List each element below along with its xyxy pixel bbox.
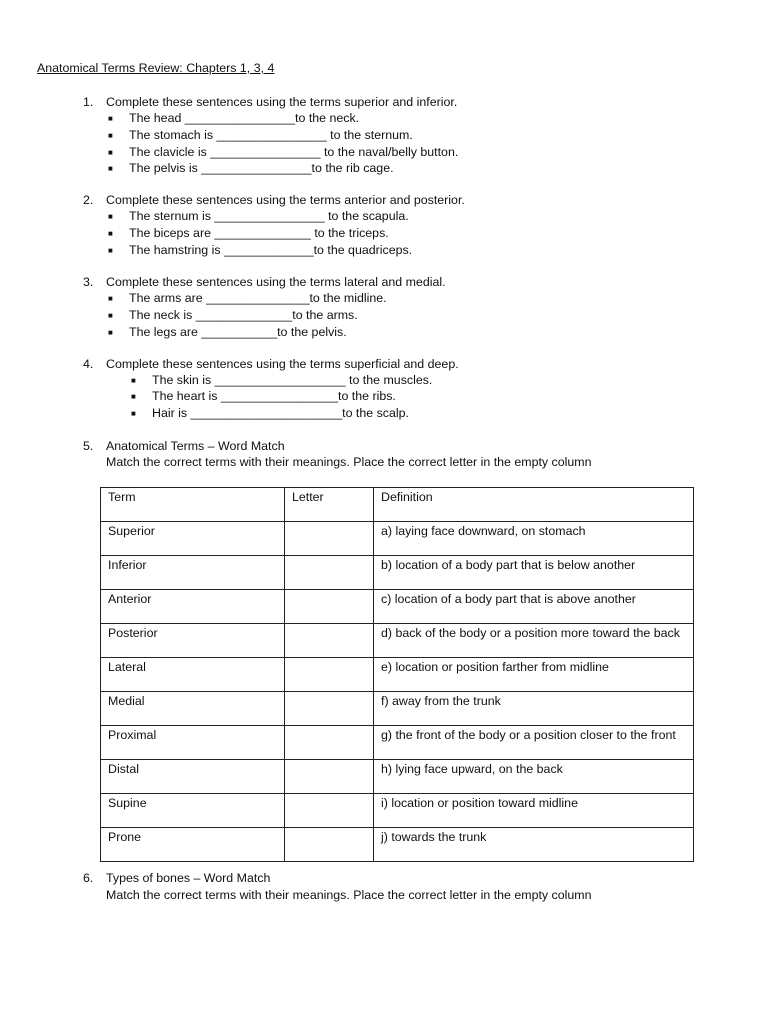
term-cell: Prone <box>101 828 285 862</box>
bullet-icon: ■ <box>108 114 113 123</box>
definition-cell: h) lying face upward, on the back <box>374 760 694 794</box>
question-instructions: Match the correct terms with their meanings. Place the correct letter in the empty column <box>106 455 592 469</box>
letter-cell[interactable] <box>285 658 374 692</box>
question-prompt: Complete these sentences using the terms superficial and deep. <box>106 357 459 371</box>
term-cell: Distal <box>101 760 285 794</box>
table-row <box>101 726 694 760</box>
question-number: 6. <box>83 871 94 885</box>
letter-cell[interactable] <box>285 590 374 624</box>
table-row <box>101 760 694 794</box>
term-cell: Posterior <box>101 624 285 658</box>
table-row <box>101 794 694 828</box>
word-match-table <box>100 487 694 862</box>
table-row <box>101 522 694 556</box>
table-row <box>101 624 694 658</box>
letter-cell[interactable] <box>285 556 374 590</box>
bullet-icon: ■ <box>108 294 113 303</box>
bullet-icon: ■ <box>108 131 113 140</box>
term-cell: Superior <box>101 522 285 556</box>
term-cell: Anterior <box>101 590 285 624</box>
definition-cell: f) away from the trunk <box>374 692 694 726</box>
fill-in-item: The hamstring is _____________to the quadriceps. <box>129 243 413 257</box>
bullet-icon: ■ <box>108 311 113 320</box>
definition-cell: d) back of the body or a position more toward the back <box>374 624 694 658</box>
definition-cell: j) towards the trunk <box>374 828 694 862</box>
fill-in-item: The stomach is ________________ to the sternum. <box>129 128 413 142</box>
fill-in-item: The arms are _______________to the midline. <box>129 291 387 305</box>
term-cell: Medial <box>101 692 285 726</box>
header-definition: Definition <box>374 488 694 522</box>
question-number: 3. <box>83 275 94 289</box>
question-prompt: Complete these sentences using the terms anterior and posterior. <box>106 193 465 207</box>
term-cell: Supine <box>101 794 285 828</box>
fill-in-item: The head ________________to the neck. <box>129 111 360 125</box>
fill-in-item: The clavicle is ________________ to the naval/belly button. <box>129 145 459 159</box>
bullet-icon: ■ <box>108 229 113 238</box>
letter-cell[interactable] <box>285 794 374 828</box>
table-row <box>101 658 694 692</box>
fill-in-item: The biceps are ______________ to the triceps. <box>129 226 389 240</box>
table-row <box>101 692 694 726</box>
fill-in-item: The heart is _________________to the ribs. <box>152 389 396 403</box>
question-prompt: Anatomical Terms – Word Match <box>106 439 285 453</box>
definition-cell: a) laying face downward, on stomach <box>374 522 694 556</box>
bullet-icon: ■ <box>108 148 113 157</box>
letter-cell[interactable] <box>285 522 374 556</box>
header-term: Term <box>101 488 285 522</box>
term-cell: Proximal <box>101 726 285 760</box>
fill-in-item: The neck is ______________to the arms. <box>129 308 358 322</box>
fill-in-item: The sternum is ________________ to the scapula. <box>129 209 409 223</box>
table-row <box>101 828 694 862</box>
bullet-icon: ■ <box>131 409 136 418</box>
question-prompt: Complete these sentences using the terms lateral and medial. <box>106 275 446 289</box>
letter-cell[interactable] <box>285 726 374 760</box>
term-cell: Inferior <box>101 556 285 590</box>
question-instructions: Match the correct terms with their meanings. Place the correct letter in the empty column <box>106 888 592 902</box>
bullet-icon: ■ <box>108 212 113 221</box>
definition-cell: b) location of a body part that is below another <box>374 556 694 590</box>
definition-cell: g) the front of the body or a position closer to the front <box>374 726 694 760</box>
definition-cell: c) location of a body part that is above another <box>374 590 694 624</box>
question-number: 5. <box>83 439 94 453</box>
bullet-icon: ■ <box>131 392 136 401</box>
bullet-icon: ■ <box>108 246 113 255</box>
header-letter: Letter <box>285 488 374 522</box>
bullet-icon: ■ <box>131 376 136 385</box>
question-number: 4. <box>83 357 94 371</box>
question-number: 1. <box>83 95 94 109</box>
term-cell: Lateral <box>101 658 285 692</box>
letter-cell[interactable] <box>285 828 374 862</box>
table-row <box>101 590 694 624</box>
fill-in-item: The legs are ___________to the pelvis. <box>129 325 347 339</box>
bullet-icon: ■ <box>108 328 113 337</box>
worksheet-title: Anatomical Terms Review: Chapters 1, 3, 4 <box>37 61 275 75</box>
table-header-row <box>101 488 694 522</box>
fill-in-item: The skin is ___________________ to the muscles. <box>152 373 433 387</box>
definition-cell: e) location or position farther from midline <box>374 658 694 692</box>
fill-in-item: The pelvis is ________________to the rib cage. <box>129 161 394 175</box>
letter-cell[interactable] <box>285 760 374 794</box>
letter-cell[interactable] <box>285 692 374 726</box>
question-prompt: Types of bones – Word Match <box>106 871 271 885</box>
bullet-icon: ■ <box>108 164 113 173</box>
table-row <box>101 556 694 590</box>
fill-in-item: Hair is ______________________to the scalp. <box>152 406 409 420</box>
definition-cell: i) location or position toward midline <box>374 794 694 828</box>
letter-cell[interactable] <box>285 624 374 658</box>
question-prompt: Complete these sentences using the terms superior and inferior. <box>106 95 458 109</box>
question-number: 2. <box>83 193 94 207</box>
